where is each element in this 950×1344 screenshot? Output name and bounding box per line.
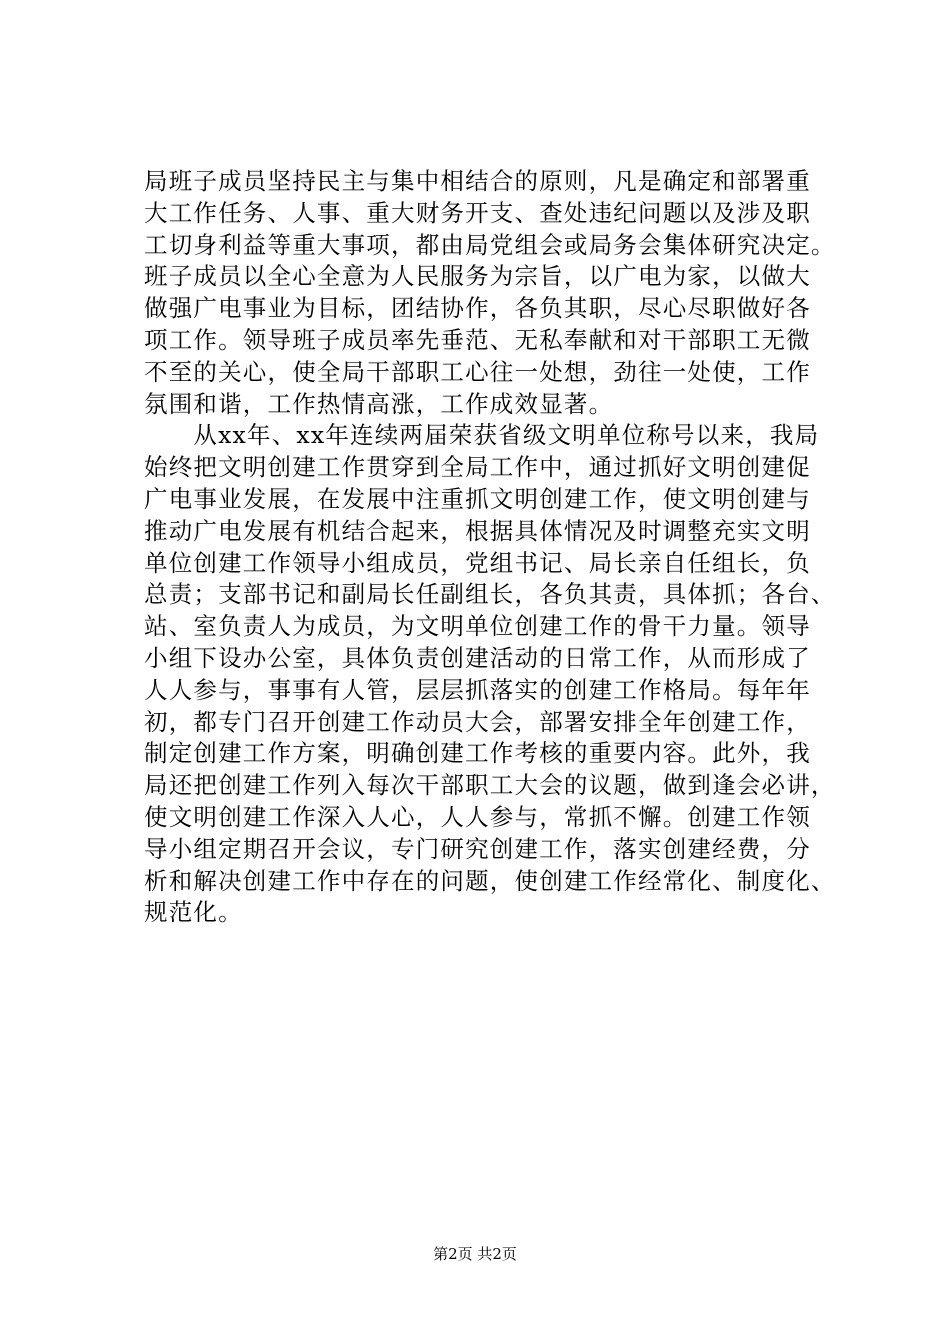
body-text <box>144 166 856 929</box>
text-line: 初，都专门召开创建工作动员大会，部署安排全年创建工作， <box>144 707 811 736</box>
text-line: 不至的关心，使全局干部职工心往一处想，劲往一处使，工作 <box>144 357 811 386</box>
text-line: 始终把文明创建工作贯穿到全局工作中，通过抓好文明创建促 <box>144 453 811 482</box>
text-line: 析和解决创建工作中存在的问题，使创建工作经常化、制度化、 <box>144 866 836 895</box>
text-line: 大工作任务、人事、重大财务开支、查处违纪问题以及涉及职 <box>144 198 811 227</box>
text-line: 导小组定期召开会议，专门研究创建工作，落实创建经费，分 <box>144 834 811 863</box>
text-line: 小组下设办公室，具体负责创建活动的日常工作，从而形成了 <box>144 643 811 672</box>
text-line: 人人参与，事事有人管，层层抓落实的创建工作格局。每年年 <box>144 675 811 704</box>
text-line: 站、室负责人为成员，为文明单位创建工作的骨干力量。领导 <box>144 612 811 641</box>
text-line: 局班子成员坚持民主与集中相结合的原则，凡是确定和部署重 <box>144 167 811 195</box>
text-line: 单位创建工作领导小组成员，党组书记、局长亲自任组长，负 <box>144 548 811 577</box>
text-line: 制定创建工作方案，明确创建工作考核的重要内容。此外，我 <box>144 739 811 768</box>
text-line: 局还把创建工作列入每次干部职工大会的议题，做到逢会必讲， <box>144 771 836 800</box>
text-line: 从xx年、xx年连续两届荣获省级文明单位称号以来，我局 <box>144 421 820 450</box>
text-line: 广电事业发展，在发展中注重抓文明创建工作，使文明创建与 <box>144 484 811 513</box>
text-line: 总责；支部书记和副局长任副组长，各负其责，具体抓；各台、 <box>144 580 836 609</box>
page-number-footer: 第2页 共2页 <box>433 1245 517 1263</box>
text-line: 做强广电事业为目标，团结协作，各负其职，尽心尽职做好各 <box>144 294 811 323</box>
text-line: 推动广电发展有机结合起来，根据具体情况及时调整充实文明 <box>144 516 811 545</box>
text-line: 规范化。 <box>144 898 243 927</box>
text-line: 使文明创建工作深入人心，人人参与，常抓不懈。创建工作领 <box>144 802 811 831</box>
text-line: 工切身利益等重大事项，都由局党组会或局务会集体研究决定。 <box>144 230 836 259</box>
text-line: 班子成员以全心全意为人民服务为宗旨，以广电为家，以做大 <box>144 262 811 291</box>
text-line: 氛围和谐，工作热情高涨，工作成效显著。 <box>144 389 614 418</box>
text-line: 项工作。领导班子成员率先垂范、无私奉献和对干部职工无微 <box>144 325 811 354</box>
